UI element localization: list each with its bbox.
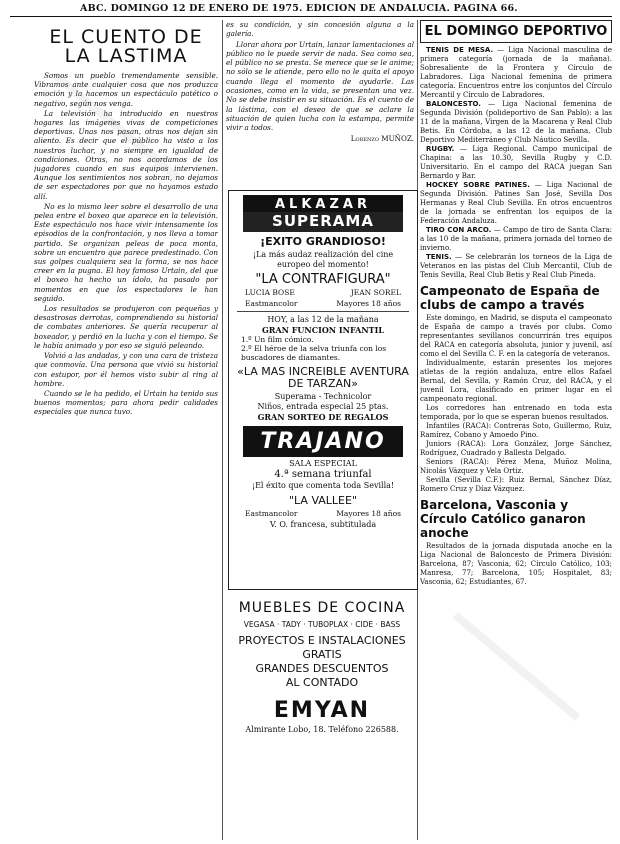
listing-text: — Campo de tiro de Santa Clara: a las 10 de la mañana, primera jornada del torneo de invierno. [420, 226, 612, 252]
column-divider [222, 20, 223, 840]
article-body [34, 71, 218, 417]
listing-item [420, 100, 612, 145]
listing-item [420, 46, 612, 100]
listing-item [420, 181, 612, 226]
sports-column [420, 20, 612, 840]
article-title: EL CUENTO DE LA LASTIMA [49, 26, 203, 67]
listing-text: — Liga Nacional masculina de primera categoría (jornada de la mañana). Sobresaliente de la Frontera y Círculo de Labradores. Liga Nacional femenina de primera categoría. Encuentros entre los conjuntos del Círculo Mercantil y Círculo de Labradores. [420, 46, 612, 99]
headline: Barcelona, Vasconia y Círculo Católico ganaron anoche [420, 498, 586, 540]
ad-line: GRANDES DESCUENTOS [255, 662, 389, 675]
ad-brand: EMYAN [273, 698, 371, 723]
format-row [245, 299, 401, 308]
program-item: 1.º Un film cómico. [241, 335, 314, 344]
paragraph: La televisión ha introducido en nuestros hogares las imágenes vivas de competiciones deportivas. Unas nos pasan, otras nos dejan sin aliento. Es decir que el público ha visto a los nuestros luchar, y no siempre en igualdad de condiciones. Otras, no nos acordamos de los jugadores cuando en sus equipos intervienen. Aunque los sentimientos nos sobran, no dejamos de ser espectadores por que no hayamos estado allí. [34, 108, 218, 201]
headline: Campeonato de España de clubs de campo a través [420, 284, 600, 312]
ad-line: PROYECTOS E INSTALACIONES [238, 634, 406, 647]
sports-listing [420, 46, 612, 280]
cast-row [245, 288, 401, 297]
paragraph: Cuando se le ha pedido, el Urtain ha tenido sus buenos momentos; para ahora pedir calidades especiales que nunca tuvo. [34, 388, 218, 417]
kids-price: Niños, entrada especial 25 ptas. [257, 402, 389, 411]
listing-item [420, 253, 612, 280]
article-left [34, 20, 218, 840]
program-time: HOY, a las 12 de la mañana [267, 315, 379, 324]
section-title: EL DOMINGO DEPORTIVO [420, 20, 612, 43]
actor: JEAN SOREL [350, 288, 401, 297]
signature-line [226, 134, 414, 143]
listing-label: TIRO CON ARCO. [426, 226, 492, 234]
film-format: Eastmancolor [245, 509, 298, 518]
divider [237, 311, 409, 312]
raffle: GRAN SORTEO DE REGALOS [257, 412, 389, 422]
film-title: "LA VALLEE" [288, 494, 358, 507]
film-format: Eastmancolor [245, 299, 298, 308]
header-rule [10, 16, 612, 17]
listing-label: RUGBY. [426, 145, 455, 153]
age-rating: Mayores 18 años [336, 299, 401, 308]
tagline: ¡EXITO GRANDIOSO! [260, 235, 386, 248]
listing-text: — Liga Nacional femenina de Segunda División (polideportivo de San Pablo): a las 11 de la mañana, Virgen de la Macarena y Real Club Betis. En Córdoba, a las 12 de la mañana, Club Deportivo Mediterráneo y Club Náutico Sevilla. [420, 100, 612, 144]
film-title: "LA CONTRAFIGURA" [255, 272, 391, 287]
listing-text: — Liga Regional. Campo municipal de Chapina: a las 10.30, Sevilla Rugby y C.D. Universitario. En el campo del RACA juegan San Bernardo y Bar. [420, 145, 612, 180]
paragraph: Volvió a las andadas, y con una cara de tristeza que conmovía. Una persona que vivió su historial con estupor, por él hemos visto subir al ring al hombre. [34, 351, 218, 388]
listing-label: HOCKEY SOBRE PATINES. [426, 181, 530, 189]
ad-brands: VEGASA · TADY · TUBOPLAX · CIDE · BASS [243, 620, 401, 629]
listing-label: TENIS DE MESA. [426, 46, 494, 54]
week-count: 4.ª semana triunfal [274, 469, 372, 480]
roster: Seniors (RACA): Pérez Mena, Muñoz Molina, Nicolás Vázquez y Vela Ortiz. [420, 458, 612, 475]
kitchen-advertisement [228, 592, 416, 840]
film-format: Superama - Technicolor [274, 392, 372, 401]
article-continuation [226, 20, 414, 182]
success-note: ¡El éxito que comenta toda Sevilla! [251, 481, 395, 490]
roster: Juniors (RACA): Lora González, Jorge Sánchez, Rodríguez, Cuadrado y Ballesta Delgado. [420, 440, 612, 457]
listing-item [420, 145, 612, 181]
paragraph: Resultados de la jornada disputada anoche en la Liga Nacional de Baloncesto de Primera División: Barcelona, 87; Vasconia, 62; Círculo Católico, 103; Manresa, 77; Barcelona, 105; Hospitalet, 83; Vasconia, 62; Estudiantes, 67. [420, 542, 612, 586]
listing-label: BALONCESTO. [426, 100, 481, 108]
theater-format: SUPERAMA [243, 212, 403, 232]
program-title: GRAN FUNCION INFANTIL [261, 325, 385, 335]
paragraph: Este domingo, en Madrid, se disputa el campeonato de España de campo a través por clubs. Como representantes sevillanos concurrirán tres equipos del RACA en categoría absoluta, junior y juvenil, así como el del Sevilla C. F. en la categoría de veteranos. [420, 314, 612, 358]
article-body [420, 542, 612, 587]
paragraph: Llorar ahora por Urtain, lanzar lamentaciones al público no le puede servir de nada. Sea como sea, el público no se presta. Se merece que se le anime; no sólo se le atiende, pero ello no le quita el apoyo cuando llega el momento de ayudarle. Las ocasiones, como en la vida, se presentan una vez. No se debe insistir en su situación. Es el cuento de la lástima, con el deseo de que se aclare la situación de quien lucha con la estampa, permite vivir a todos. [226, 39, 414, 133]
theater-name: ALKAZAR [243, 195, 403, 212]
theater-name: TRAJANO [243, 426, 403, 457]
film-description: ¡La más audaz realización del cine europeo del momento! [252, 250, 394, 269]
age-rating: Mayores 18 años [336, 509, 401, 518]
paragraph: es su condición, y sin concesión alguna a la galería. [226, 20, 414, 39]
page-header: ABC. DOMINGO 12 DE ENERO DE 1975. EDICION DE ANDALUCIA. PAGINA 66. [80, 3, 518, 14]
article-body [226, 20, 414, 143]
roster: Infantiles (RACA): Contreras Soto, Guillermo, Ruiz, Ramírez, Cobano y Amoedo Pino. [420, 422, 612, 439]
version-note: V. O. francesa, subtitulada [269, 520, 377, 529]
listing-item [420, 226, 612, 253]
hall: SALA ESPECIAL [289, 459, 357, 468]
article-body [420, 314, 612, 494]
listing-label: TENIS. [426, 253, 452, 261]
paragraph: Los corredores han entrenado en toda esta temporada, por lo que se esperan buenos resultados. [420, 404, 612, 421]
paragraph: Individualmente, estarán presentes los mejores atletas de la región andaluza, entre ellos Rafael Bernal, del Sevilla, y Ramón Cruz, del RACA, y el juvenil Lora, clasificado en primer lugar en el campeonato regional. [420, 359, 612, 403]
actor: LUCIA BOSE [245, 288, 295, 297]
listing-text: — Se celebrarán los torneos de la Liga de Veteranos en las pistas del Club Mercantil, Club de Tenis Sevilla, Real Club Betis y Real Club Pineda. [420, 253, 612, 279]
signature: Lorenzo MUÑOZ. [350, 133, 414, 143]
paragraph: Somos un pueblo tremendamente sensible. Vibramos ante cualquier cosa que nos produzca emoción y la hacemos un espectáculo patético o negativo, según nos venga. [34, 71, 218, 108]
cinema-advertisement [228, 190, 418, 590]
roster: Sevilla (Sevilla C.F.): Ruiz Bernal, Sánchez Díaz, Romero Cruz y Díaz Vázquez. [420, 476, 612, 493]
listing-text: — Liga Nacional de Segunda División. Patines San José, Sevilla Dos Hermanas y Real Club Sevilla. En otros encuentros de la jornada se enfrentan los equipos de la Federación Andaluza. [420, 181, 612, 225]
ad-address: Almirante Lobo, 18. Teléfono 226588. [245, 725, 399, 734]
program-item: 2.º El héroe de la selva triunfa con los buscadores de diamantes. [241, 344, 387, 362]
ad-line: GRATIS [302, 648, 342, 661]
paragraph: No es lo mismo leer sobre el desarrollo de una pelea entre el boxeo que aparece en la televisión. Este espectáculo nos hace vivir intensamente los episodios de la confrontación, y nos lleva a tomar partido. Se organizan peleas de poca monta, sobre un encuentro que parece predestinado. Con sus golpes cualquiera sea la forma, se nos hace creer en la pugna. El hoy famoso Urtain, del que el boxeo ha hecho un ídolo, ha pasado por momentos en que los espectadores le han seguido. [34, 201, 218, 303]
ad-line: AL CONTADO [285, 676, 359, 689]
paragraph: Los resultados se produjeron con pequeñas y desastrosas derrotas, comprendiendo su historial de combates anteriores. Se quería recuperar al boxeador, y perdió en la lucha y con el tiempo. Se le había animado y por eso se siguió peleando. [34, 304, 218, 350]
film-title: «LA MAS INCREIBLE AVENTURA DE TARZAN» [237, 365, 409, 390]
format-row [245, 509, 401, 518]
ad-title: MUEBLES DE COCINA [238, 600, 406, 616]
